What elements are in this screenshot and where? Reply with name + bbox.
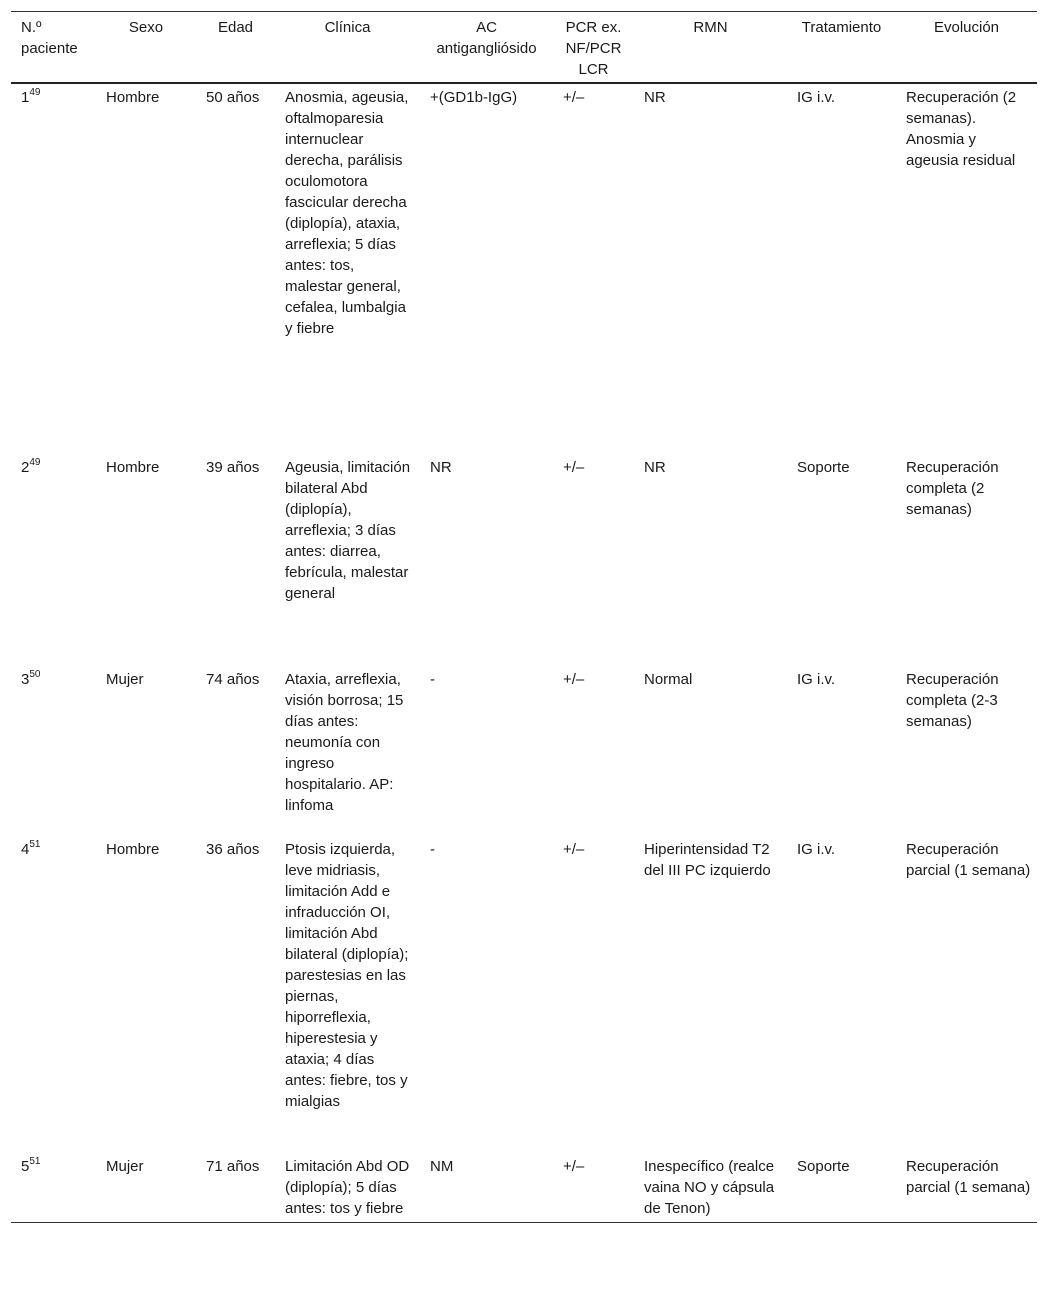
cell-age: 71 años <box>196 1153 275 1223</box>
patient-number: 3 <box>21 671 30 688</box>
cell-pcr: +/– <box>563 459 585 476</box>
cell-antibody: - <box>430 671 435 688</box>
cell-sex: Hombre <box>106 459 160 476</box>
header-pcr: PCR ex. NF/PCR LCR <box>553 12 634 84</box>
cell-pcr: +/– <box>563 841 585 858</box>
patient-number: 5 <box>21 1158 30 1175</box>
table-row <box>11 1153 1037 1223</box>
cell-patient <box>11 1153 96 1223</box>
cell-patient <box>11 836 96 1153</box>
reference-number: 51 <box>29 1156 41 1167</box>
cell-age: 36 años <box>206 841 260 858</box>
cell-mri: NR <box>644 89 666 106</box>
header-clinical: Clínica <box>275 12 420 84</box>
cell-sex: Hombre <box>106 841 160 858</box>
reference-number: 50 <box>29 669 41 680</box>
reference-number: 49 <box>29 87 41 98</box>
cell-clinical: Ptosis izquierda, leve midriasis, limitación Add e infraducción OI, limitación Abd bilateral (diplopía); parestesias en las piernas, hiporreflexia, hiperestesia y ataxia; 4 días antes: fiebre, tos y mialgias <box>285 841 409 1110</box>
cell-antibody: +(GD1b-IgG) <box>430 89 518 106</box>
table-body <box>11 83 1037 1223</box>
cell-treatment: Soporte <box>797 459 850 476</box>
patient-number: 1 <box>21 89 30 106</box>
cell-pcr: +/– <box>563 671 585 688</box>
header-antibody: AC antigangliósido <box>420 12 553 84</box>
header-outcome: Evolución <box>896 12 1037 84</box>
table-row <box>11 666 1037 836</box>
cell-treatment: IG i.v. <box>797 671 836 688</box>
cell-outcome: Recuperación completa (2 semanas) <box>906 459 999 518</box>
header-sex: Sexo <box>96 12 196 84</box>
cell-patient <box>11 454 96 666</box>
cell-clinical: Anosmia, ageusia, oftalmoparesia internuclear derecha, parálisis oculomotora fascicular derecha (diplopía), ataxia, arreflexia; 5 días antes: tos, malestar general, cefalea, lumbalgia y fiebre <box>285 89 409 337</box>
patients-table <box>11 11 1037 1223</box>
cell-mri: Inespecífico (realce vaina NO y cápsula de Tenon) <box>634 1153 787 1223</box>
cell-treatment: IG i.v. <box>797 841 836 858</box>
header-patient: N.º paciente <box>11 12 96 84</box>
cell-clinical: Limitación Abd OD (diplopía); 5 días antes: tos y fiebre <box>275 1153 420 1223</box>
cell-sex: Mujer <box>96 1153 196 1223</box>
cell-pcr: +/– <box>553 1153 634 1223</box>
header-mri: RMN <box>634 12 787 84</box>
cell-pcr: +/– <box>563 89 585 106</box>
cell-treatment: Soporte <box>787 1153 896 1223</box>
cell-clinical: Ageusia, limitación bilateral Abd (diplopía), arreflexia; 3 días antes: diarrea, febrícula, malestar general <box>285 459 411 602</box>
cell-antibody: NM <box>420 1153 553 1223</box>
cell-sex: Mujer <box>106 671 144 688</box>
cell-mri: NR <box>644 459 666 476</box>
header-age: Edad <box>196 12 275 84</box>
cell-antibody: - <box>430 841 435 858</box>
cell-age: 74 años <box>206 671 260 688</box>
reference-number: 51 <box>29 839 41 850</box>
cell-outcome: Recuperación completa (2-3 semanas) <box>906 671 999 730</box>
cell-patient <box>11 666 96 836</box>
cell-treatment: IG i.v. <box>797 89 836 106</box>
cell-outcome: Recuperación (2 semanas). Anosmia y ageusia residual <box>906 89 1017 169</box>
table-row <box>11 454 1037 666</box>
cell-sex: Hombre <box>106 89 160 106</box>
cell-patient <box>11 83 96 454</box>
cell-mri: Normal <box>644 671 693 688</box>
table-row <box>11 836 1037 1153</box>
header-treatment: Tratamiento <box>787 12 896 84</box>
patient-number: 4 <box>21 841 30 858</box>
table-header <box>11 12 1037 84</box>
reference-number: 49 <box>29 457 41 468</box>
cell-clinical: Ataxia, arreflexia, visión borrosa; 15 días antes: neumonía con ingreso hospitalario. AP: linfoma <box>285 671 404 814</box>
table-row <box>11 83 1037 454</box>
cell-age: 39 años <box>206 459 260 476</box>
cell-outcome: Recuperación parcial (1 semana) <box>896 1153 1037 1223</box>
cell-age: 50 años <box>206 89 260 106</box>
cell-mri: Hiperintensidad T2 del III PC izquierdo <box>644 841 771 879</box>
cell-antibody: NR <box>430 459 452 476</box>
patient-number: 2 <box>21 459 30 476</box>
cell-outcome: Recuperación parcial (1 semana) <box>906 841 1031 879</box>
